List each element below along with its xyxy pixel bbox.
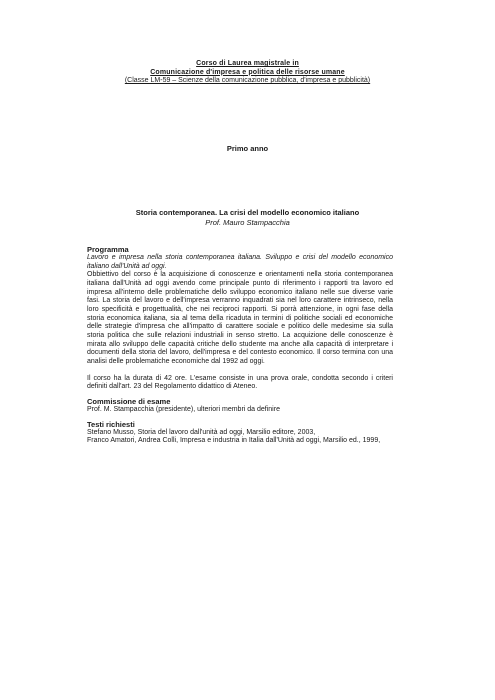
- programma-intro: Lavoro e impresa nella storia contemporanea italiana. Sviluppo e crisi del modello economico italiano dall'Unità ad oggi.: [87, 254, 393, 270]
- course-heading: [0, 208, 495, 228]
- programma-duration: Il corso ha la durata di 42 ore. L'esame consiste in una prova orale, condotta secondo i criteri definiti dall'art. 23 del Regolamento didattico di Ateneo.: [87, 374, 393, 391]
- degree-header: [40, 60, 455, 86]
- testi-heading: Testi richiesti: [87, 419, 135, 429]
- degree-name: Comunicazione d'impresa e politica delle risorse umane: [150, 68, 345, 76]
- commissione-heading: Commissione di esame: [87, 396, 171, 406]
- degree-class: (Classe LM-59 – Scienze della comunicazione pubblica, d'impresa e pubblicità): [124, 77, 371, 85]
- course-professor: Prof. Mauro Stampacchia: [205, 218, 290, 227]
- degree-level: Corso di Laurea magistrale in: [196, 60, 299, 67]
- year-heading: Primo anno: [226, 144, 269, 153]
- testi-item: Franco Amatori, Andrea Colli, Impresa e industria in Italia dall'Unità ad oggi, Marsilio ed., 1999,: [87, 437, 381, 445]
- programma-paragraph: Obbiettivo del corso è la acquisizione di conoscenze e orientamenti nella storia contemporanea italiana dall'Unità ad oggi avendo come principale punto di riferimento i rapporti tra lavoro ed impresa all'interno delle problematiche dello sviluppo economico italiano nelle sue diverse varie fasi. La storia del lavoro e dell'impresa verranno inquadrati sia nel loro carattere intrinseco, nella loro specificità e progettualità, che nei reciproci rapporti. Si porrà attenzione, in ogni fase della storia economica italiana, sia al tema della ricaduta in termini di politiche sociali ed economiche delle strategie d'impresa che all'impatto di carattere sociale e politico delle medesime sia sulla storia politica che sulle relazioni industriali in senso stretto. La acquizione delle conoscenze è mirata allo sviluppo delle capacità critiche dello studente ma anche alla capacità di interpretare i documenti della storia del lavoro, dell'impresa e del contesto economico. Il corso termina con una analisi delle problematiche economiche dal 1992 ad oggi.: [87, 271, 393, 365]
- course-title: Storia contemporanea. La crisi del modello economico italiano: [135, 208, 360, 217]
- testi-item: Stefano Musso, Storia del lavoro dall'unità ad oggi, Marsilio editore, 2003,: [87, 428, 316, 436]
- programma-heading: Programma: [87, 245, 129, 254]
- course-body: [87, 245, 393, 446]
- commissione-text: Prof. M. Stampacchia (presidente), ulteriori membri da definire: [87, 405, 280, 413]
